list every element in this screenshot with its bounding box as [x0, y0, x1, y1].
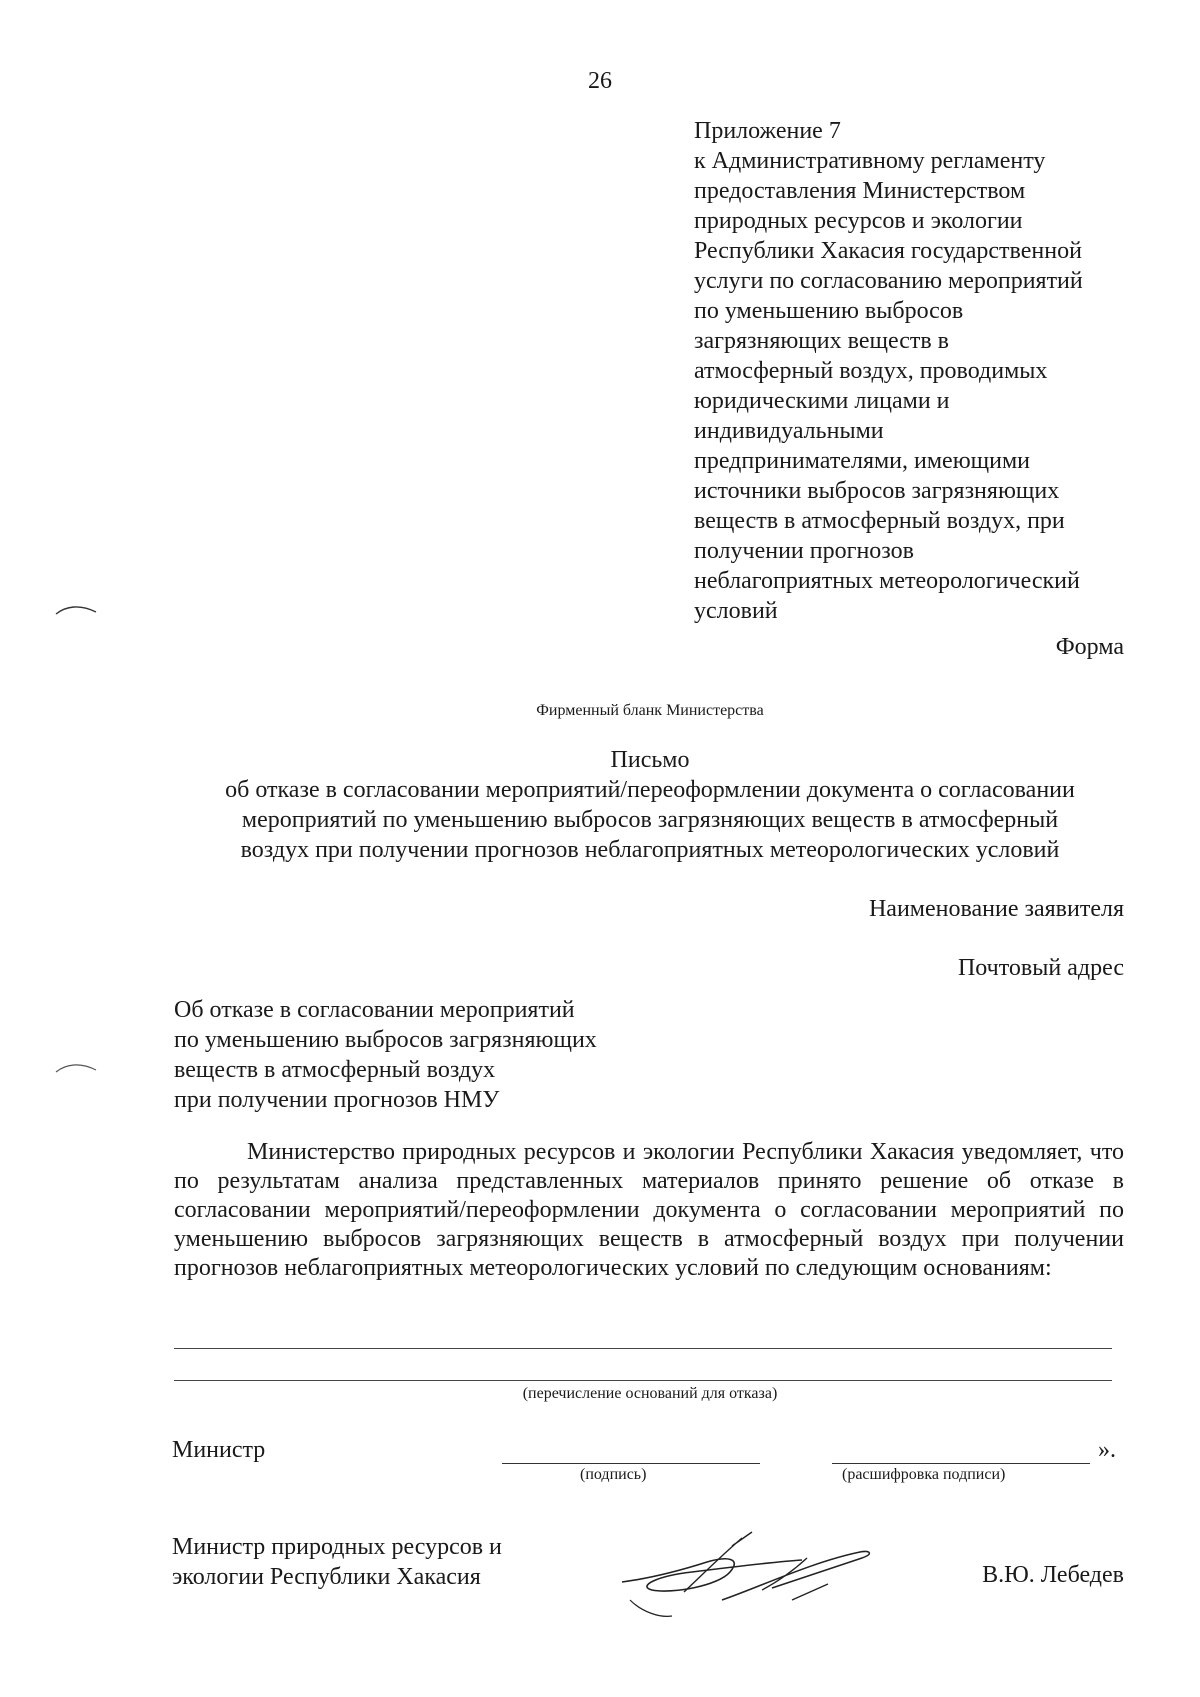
signature-fill-line	[502, 1463, 760, 1464]
letter-title-line: мероприятий по уменьшению выбросов загрязняющих веществ в атмосферный	[241, 807, 1059, 833]
letter-title-line: воздух при получении прогнозов неблагоприятных метеорологических условий	[240, 837, 1060, 863]
form-label: Форма	[1055, 634, 1124, 660]
appendix-line: к Административному регламенту	[694, 148, 1046, 174]
signer-title	[172, 1532, 502, 1592]
appendix-line: предоставления Министерством	[694, 178, 1026, 204]
signer-title-line: экологии Республики Хакасия	[172, 1564, 481, 1590]
letter-subject	[174, 995, 597, 1115]
appendix-line: загрязняющих веществ в	[694, 328, 950, 354]
appendix-line: Республики Хакасия государственной	[694, 238, 1082, 264]
letterhead-label: Фирменный бланк Министерства	[536, 702, 764, 719]
appendix-line: природных ресурсов и экологии	[694, 208, 1023, 234]
postal-address: Почтовый адрес	[957, 955, 1124, 981]
appendix-header	[694, 116, 1134, 626]
appendix-line: по уменьшению выбросов	[694, 298, 964, 324]
letter-title-line: об отказе в согласовании мероприятий/переоформлении документа о согласовании	[225, 777, 1075, 803]
reasons-caption: (перечисление оснований для отказа)	[522, 1385, 778, 1402]
decoding-caption: (расшифровка подписи)	[842, 1466, 1006, 1483]
scan-artifact-mark	[52, 1058, 102, 1078]
applicant-name: Наименование заявителя	[868, 896, 1124, 922]
subject-line: Об отказе в согласовании мероприятий	[174, 997, 575, 1023]
letter-body: Министерство природных ресурсов и экологии Республики Хакасия уведомляет, что по результатам анализа представленных материалов принято решение об отказе в согласовании мероприятий/переоформлении документа о согласовании мероприятий по уменьшению выбросов загрязняющих веществ в атмосферный воздух при получении прогнозов неблагоприятных метеорологических условий по следующим основаниям:	[174, 1139, 1124, 1281]
appendix-line: неблагоприятных метеорологический	[694, 568, 1080, 594]
appendix-line: получении прогнозов	[694, 538, 914, 564]
appendix-line: источники выбросов загрязняющих	[694, 478, 1060, 504]
appendix-line: индивидуальными	[694, 418, 884, 444]
appendix-line: Приложение 7	[694, 118, 841, 144]
signer-title-line: Министр природных ресурсов и	[172, 1534, 502, 1560]
subject-line: при получении прогнозов НМУ	[174, 1087, 500, 1113]
reason-fill-line	[174, 1348, 1112, 1349]
scan-artifact-mark	[52, 600, 102, 620]
signer-name: В.Ю. Лебедев	[982, 1562, 1124, 1588]
closing-mark: ».	[1098, 1437, 1116, 1463]
appendix-line: предпринимателями, имеющими	[694, 448, 1030, 474]
page-number: 26	[588, 68, 612, 94]
appendix-line: юридическими лицами и	[694, 388, 950, 414]
subject-line: по уменьшению выбросов загрязняющих	[174, 1027, 597, 1053]
reason-fill-line	[174, 1380, 1112, 1381]
subject-line: веществ в атмосферный воздух	[174, 1057, 496, 1083]
minister-label: Министр	[172, 1437, 266, 1463]
signature-caption: (подпись)	[580, 1466, 647, 1483]
appendix-line: условий	[694, 598, 778, 624]
handwritten-signature	[612, 1520, 892, 1640]
appendix-line: атмосферный воздух, проводимых	[694, 358, 1048, 384]
appendix-line: услуги по согласованию мероприятий	[694, 268, 1083, 294]
signature-decoding-fill-line	[832, 1463, 1090, 1464]
appendix-line: веществ в атмосферный воздух, при	[694, 508, 1065, 534]
letter-title	[0, 745, 1200, 865]
letter-title-line: Письмо	[610, 747, 690, 773]
